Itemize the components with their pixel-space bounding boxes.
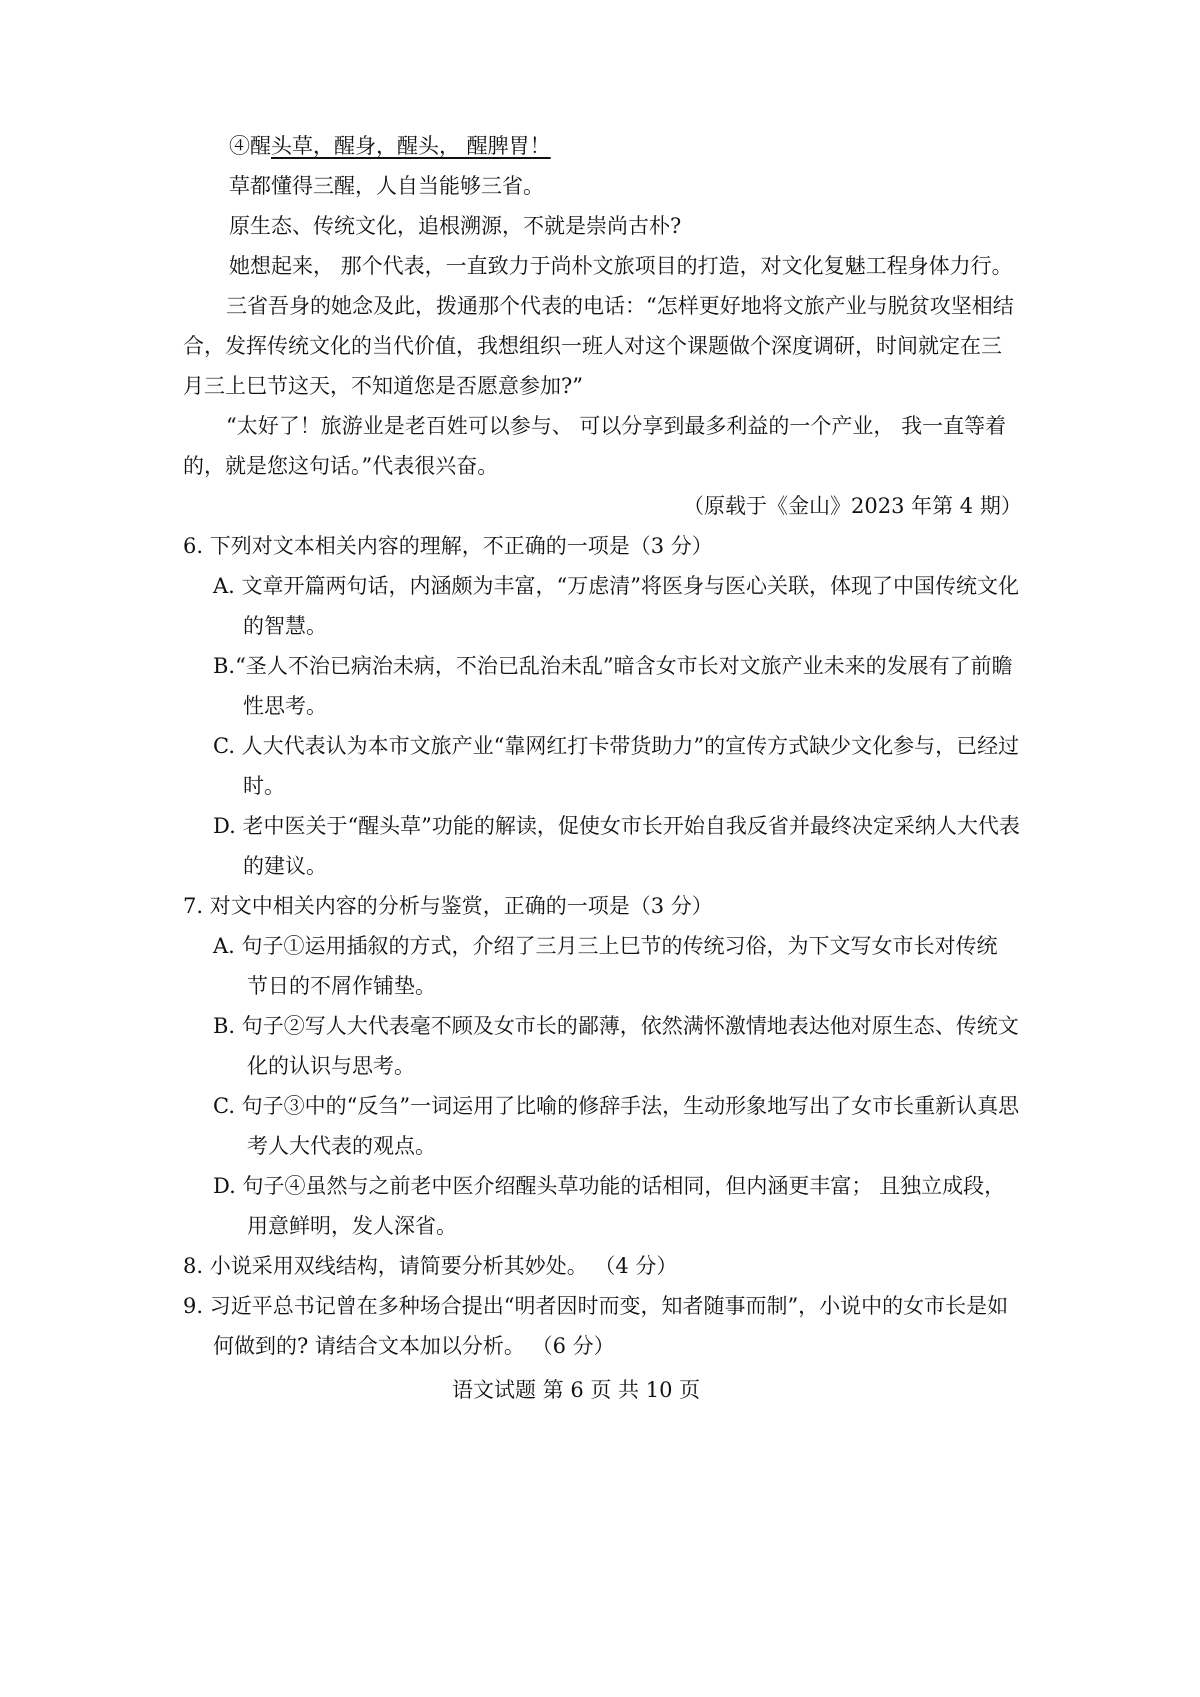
question-stem: 6. 下列对文本相关内容的理解，不正确的一项是（3 分） xyxy=(183,534,713,558)
passage-line: 三省吾身的她念及此，拨通那个代表的电话：“怎样更好地将文旅产业与脱贫攻坚相结 xyxy=(226,294,1014,318)
option-a-cont: 节日的不屑作铺垫。 xyxy=(247,974,436,998)
passage-line xyxy=(229,136,551,157)
passage-line: 她想起来， 那个代表，一直致力于尚朴文旅项目的打造，对文化复魅工程身体力行。 xyxy=(229,254,1013,278)
question-stem: 9. 习近平总书记曾在多种场合提出“明者因时而变，知者随事而制”，小说中的女市长是如 xyxy=(183,1294,1009,1318)
option-c-cont: 考人大代表的观点。 xyxy=(247,1134,436,1158)
source-citation: （原载于《金山》2023 年第 4 期） xyxy=(683,494,1022,518)
option-d: D. 句子④虽然与之前老中医介绍醒头草功能的话相同，但内涵更丰富； 且独立成段， xyxy=(213,1174,1006,1198)
page-footer: 语文试题 第 6 页 共 10 页 xyxy=(452,1378,701,1402)
passage-line: 原生态、传统文化，追根溯源，不就是崇尚古朴? xyxy=(229,214,682,238)
option-c: C. 人大代表认为本市文旅产业“靠网红打卡带货助力”的宣传方式缺少文化参与，已经过 xyxy=(213,734,1020,758)
option-a: A. 句子①运用插叙的方式，介绍了三月三上巳节的传统习俗，为下文写女市长对传统 xyxy=(213,934,998,958)
passage-line: 的，就是您这句话。”代表很兴奋。 xyxy=(183,454,499,478)
option-d: D. 老中医关于“醒头草”功能的解读，促使女市长开始自我反省并最终决定采纳人大代表 xyxy=(213,814,1020,838)
option-a-cont: 的智慧。 xyxy=(243,614,327,638)
passage-line: 草都懂得三醒，人自当能够三省。 xyxy=(229,174,544,198)
question-stem-cont: 何做到的? 请结合文本加以分析。 （6 分） xyxy=(213,1334,615,1358)
passage-line: 合，发挥传统文化的当代价值，我想组织一班人对这个课题做个深度调研，时间就定在三 xyxy=(183,334,1002,358)
passage-line: “太好了！旅游业是老百姓可以参与、 可以分享到最多利益的一个产业， 我一直等着 xyxy=(226,414,1007,438)
passage-line: 月三上巳节这天，不知道您是否愿意参加?” xyxy=(183,374,583,398)
option-d-cont: 用意鲜明，发人深省。 xyxy=(247,1214,457,1238)
option-b-cont: 化的认识与思考。 xyxy=(247,1054,415,1078)
option-b-cont: 性思考。 xyxy=(243,694,327,718)
option-c-cont: 时。 xyxy=(243,774,285,798)
option-b: B. 句子②写人大代表毫不顾及女市长的鄙薄，依然满怀激情地表达他对原生态、传统文 xyxy=(213,1014,1019,1038)
option-c: C. 句子③中的“反刍”一词运用了比喻的修辞手法，生动形象地写出了女市长重新认真思 xyxy=(213,1094,1020,1118)
question-stem: 8. 小说采用双线结构，请简要分析其妙处。 （4 分） xyxy=(183,1254,678,1278)
paragraph-prefix: ④醒 xyxy=(229,134,271,158)
question-stem: 7. 对文中相关内容的分析与鉴赏，正确的一项是（3 分） xyxy=(183,894,713,918)
option-a: A. 文章开篇两句话，内涵颇为丰富，“万虑清”将医身与医心关联，体现了中国传统文化 xyxy=(213,574,1019,598)
underlined-sentence: 头草，醒身，醒头， 醒脾胃！ xyxy=(271,134,551,158)
option-b: B.“圣人不治已病治未病，不治已乱治未乱”暗含女市长对文旅产业未来的发展有了前瞻 xyxy=(213,654,1013,678)
option-d-cont: 的建议。 xyxy=(243,854,327,878)
